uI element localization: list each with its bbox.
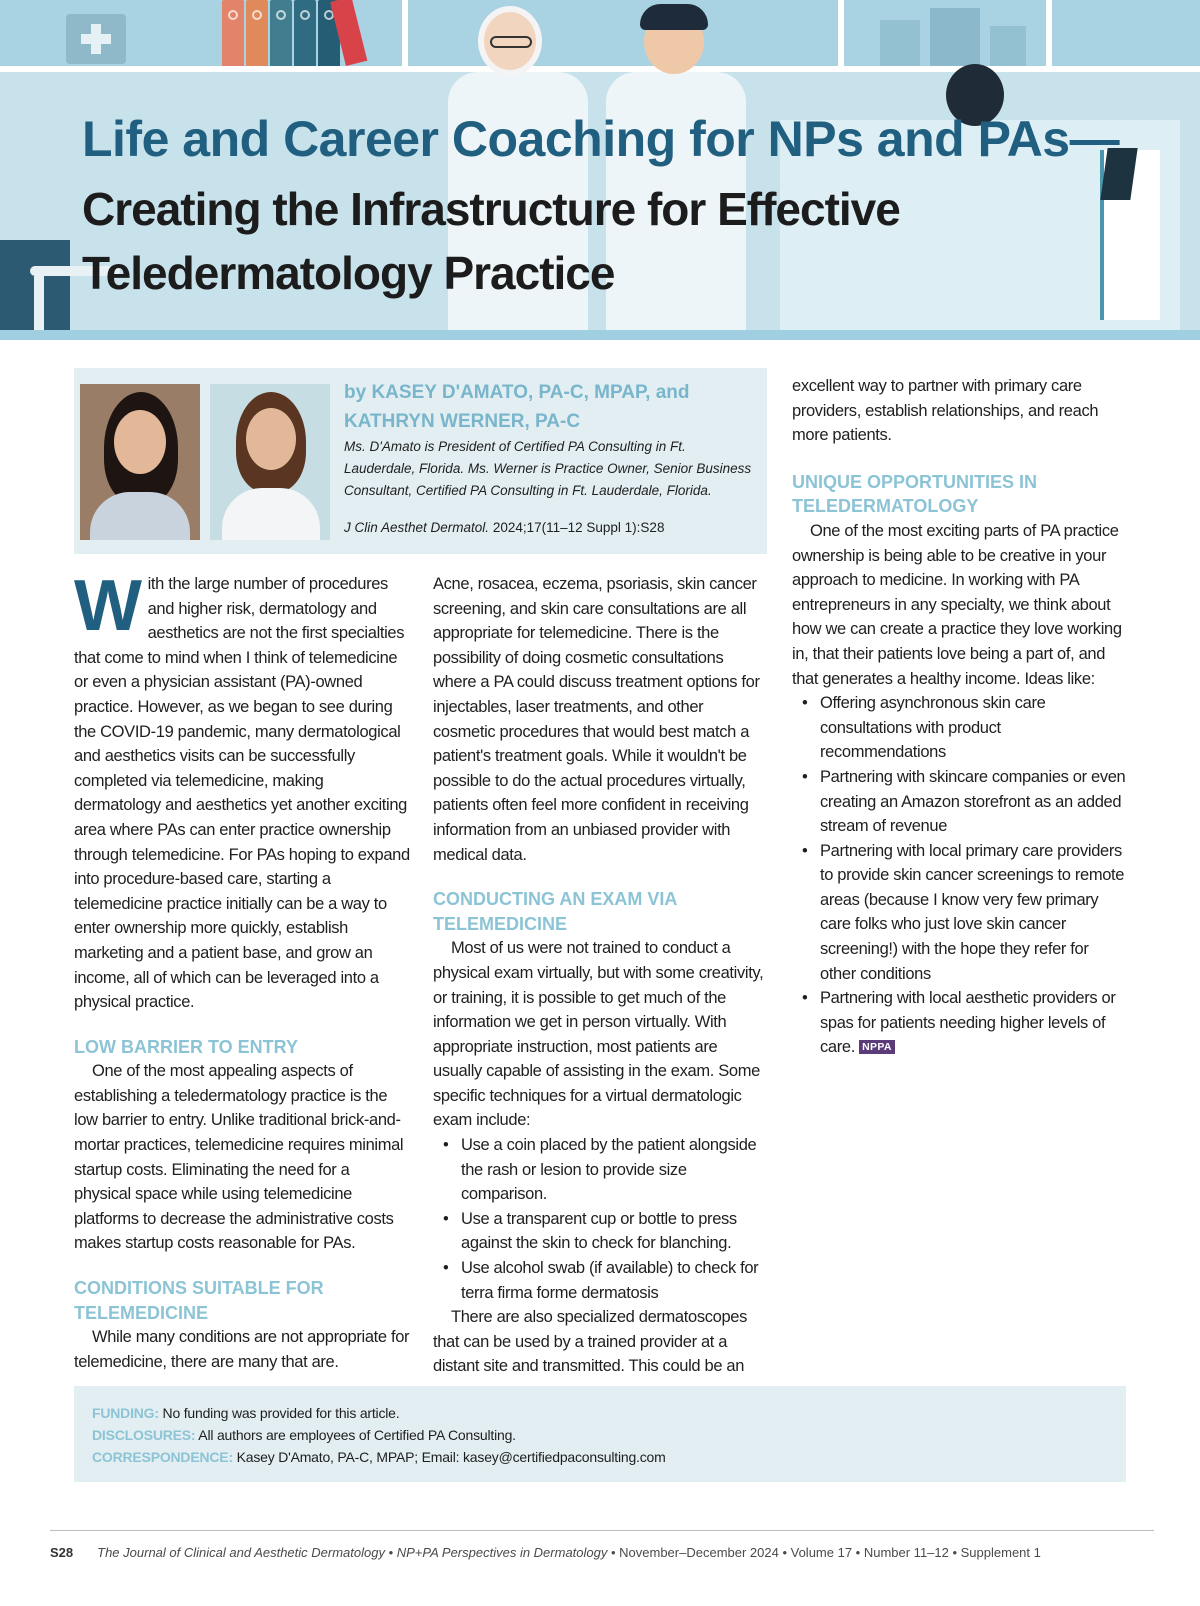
paragraph-dermatoscopes-part2: excellent way to partner with primary care providers, establish relationships, and reach more patients.: [792, 377, 1099, 445]
header-banner: [0, 0, 1200, 340]
author-photo-werner: [210, 384, 330, 540]
banner-bottom-line: [0, 330, 1200, 340]
footer-journal: The Journal of Clinical and Aesthetic Dermatology: [97, 1545, 385, 1560]
intro-text: ith the large number of procedures and higher risk, dermatology and aesthetics are not the first specialties that come to mind when I think of telemedicine or even a physician assistant (PA)-owned practice. However, as we began to see during the COVID-19 pandemic, many dermatological and aesthetics visits can be successfully completed via telemedicine, making dermatology and aesthetics yet another exciting area where PAs can enter practice ownership through telemedicine. For PAs hoping to expand into procedure-based care, starting a telemedicine practice initially can be a way to enter ownership more quickly, establish marketing and a patient base, and grow an income, all of which can be leveraged into a physical practice.: [74, 575, 410, 1012]
list-item: • Use alcohol swab (if available) to check for terra firma forme dermatosis: [433, 1256, 769, 1305]
list-item: • Use a coin placed by the patient alongside the rash or lesion to provide size comparison.: [433, 1133, 769, 1207]
book-illustration: [294, 0, 316, 66]
citation-reference: 2024;17(11–12 Suppl 1):S28: [489, 520, 665, 535]
list-item: • Use a transparent cup or bottle to press against the skin to check for blanching.: [433, 1207, 769, 1256]
section-heading-exam: CONDUCTING AN EXAM VIA TELEMEDICINE: [433, 889, 677, 934]
column-1: [74, 566, 410, 1374]
opportunity-list: [792, 691, 1128, 1060]
author-photo-damato: [80, 384, 200, 540]
banner-divider: [1046, 0, 1052, 68]
footer-rule: [50, 1530, 1154, 1531]
article-citation: [344, 520, 664, 535]
book-illustration: [270, 0, 292, 66]
skyline-illustration: [880, 20, 920, 68]
skyline-illustration: [990, 26, 1026, 68]
page-footer: [50, 1545, 1041, 1560]
glasses-icon: [490, 36, 532, 48]
paragraph-dermatoscopes-part1: There are also specialized dermatoscopes that can be used by a trained provider at a distant site and transmitted. This could be an: [433, 1308, 747, 1376]
paragraph-conditions-part1: While many conditions are not appropriate for telemedicine, there are many that are.: [74, 1328, 410, 1371]
correspondence-label: CORRESPONDENCE:: [92, 1449, 233, 1465]
nppa-badge: NPPA: [859, 1040, 895, 1054]
footer-separator: •: [384, 1545, 397, 1560]
paragraph-conditions-part2: Acne, rosacea, eczema, psoriasis, skin cancer screening, and skin care consultations are all appropriate for telemedicine. There is the possibility of doing cosmetic consultations where a PA could discuss treatment options for injectables, laser treatments, and other cosmetic procedures that would best match a patient's treatment goals. While it wouldn't be possible to do the actual procedures virtually, patients often feel more confident in receiving information from an unbiased provider with medical data.: [433, 575, 760, 864]
skyline-illustration: [930, 8, 980, 68]
footer-section: NP+PA Perspectives in Dermatology: [396, 1545, 608, 1560]
column-3: [792, 374, 1128, 1060]
page-number: S28: [50, 1545, 74, 1560]
book-illustration: [222, 0, 244, 66]
funding-text: No funding was provided for this article.: [158, 1405, 400, 1421]
footer-issue: • November–December 2024 • Volume 17 • Number 11–12 • Supplement 1: [607, 1545, 1041, 1560]
section-heading-conditions: CONDITIONS SUITABLE FOR TELEMEDICINE: [74, 1278, 324, 1323]
column-2: [433, 572, 769, 1379]
correspondence-text: Kasey D'Amato, PA-C, MPAP; Email: kasey@certifiedpaconsulting.com: [232, 1449, 666, 1465]
disclosures-text: All authors are employees of Certified PA Consulting.: [195, 1427, 516, 1443]
disclosures-line: [92, 1424, 1108, 1446]
banner-divider: [402, 0, 408, 68]
citation-journal: J Clin Aesthet Dermatol.: [344, 520, 490, 535]
funding-line: [92, 1402, 1108, 1424]
paragraph-unique: One of the most exciting parts of PA practice ownership is being able to be creative in your approach to medicine. In working with PA entrepreneurs in any specialty, we think about how we can create a practice they love working in, that their patients love being a part of, and that generates a healthy income. Ideas like:: [792, 521, 1122, 688]
article-title: Life and Career Coaching for NPs and PAs—: [82, 111, 1120, 167]
author-box: [74, 368, 767, 554]
chair-illustration: [34, 276, 44, 330]
list-item-text: Partnering with local aesthetic providers or spas for patients needing higher levels of care.: [820, 989, 1116, 1057]
section-heading-low-barrier: LOW BARRIER TO ENTRY: [74, 1036, 298, 1057]
intro-paragraph: [74, 566, 410, 1015]
section-heading-unique: UNIQUE OPPORTUNITIES IN TELEDERMATOLOGY: [792, 471, 1038, 517]
funding-box: [74, 1386, 1126, 1482]
paragraph-exam: Most of us were not trained to conduct a physical exam virtually, but with some creativity, or training, it is possible to get much of the information we get in person virtually. With appropriate instruction, most patients are usually capable of assisting in the exam. Some specific techniques for a virtual dermatologic exam include:: [433, 939, 764, 1130]
book-illustration: [246, 0, 268, 66]
list-item: [792, 986, 1128, 1060]
list-item: • Partnering with skincare companies or even creating an Amazon storefront as an added stream of revenue: [792, 765, 1128, 839]
article-subtitle: Creating the Infrastructure for Effective Teledermatology Practice: [82, 183, 900, 299]
exam-technique-list: [433, 1133, 769, 1305]
list-item: • Offering asynchronous skin care consultations with product recommendations: [792, 691, 1128, 765]
banner-divider: [838, 0, 844, 68]
correspondence-line: [92, 1446, 1108, 1468]
medical-cross-icon: [66, 14, 126, 64]
author-affiliation: Ms. D'Amato is President of Certified PA Consulting in Ft. Lauderdale, Florida. Ms. Werner is Practice Owner, Senior Business Consultant, Certified PA Consulting in Ft. Lauderdale, Florida.: [344, 439, 752, 498]
disclosures-label: DISCLOSURES:: [92, 1427, 196, 1443]
hair-illustration: [640, 4, 708, 30]
author-byline: by KASEY D'AMATO, PA-C, MPAP, and KATHRYN WERNER, PA-C: [344, 382, 690, 432]
list-item: • Partnering with local primary care providers to provide skin cancer screenings to remote areas (because I know very few primary care folks who just love skin cancer screening!) with the hope they refer for other conditions: [792, 839, 1128, 987]
paragraph-low-barrier: One of the most appealing aspects of establishing a teledermatology practice is the low barrier to entry. Unlike traditional brick-and-mortar practices, telemedicine requires minimal startup costs. Eliminating the need for a physical space while using telemedicine platforms to decrease the administrative costs makes startup costs reasonable for PAs.: [74, 1062, 404, 1253]
drop-cap: W: [74, 566, 142, 646]
funding-label: FUNDING:: [92, 1405, 159, 1421]
